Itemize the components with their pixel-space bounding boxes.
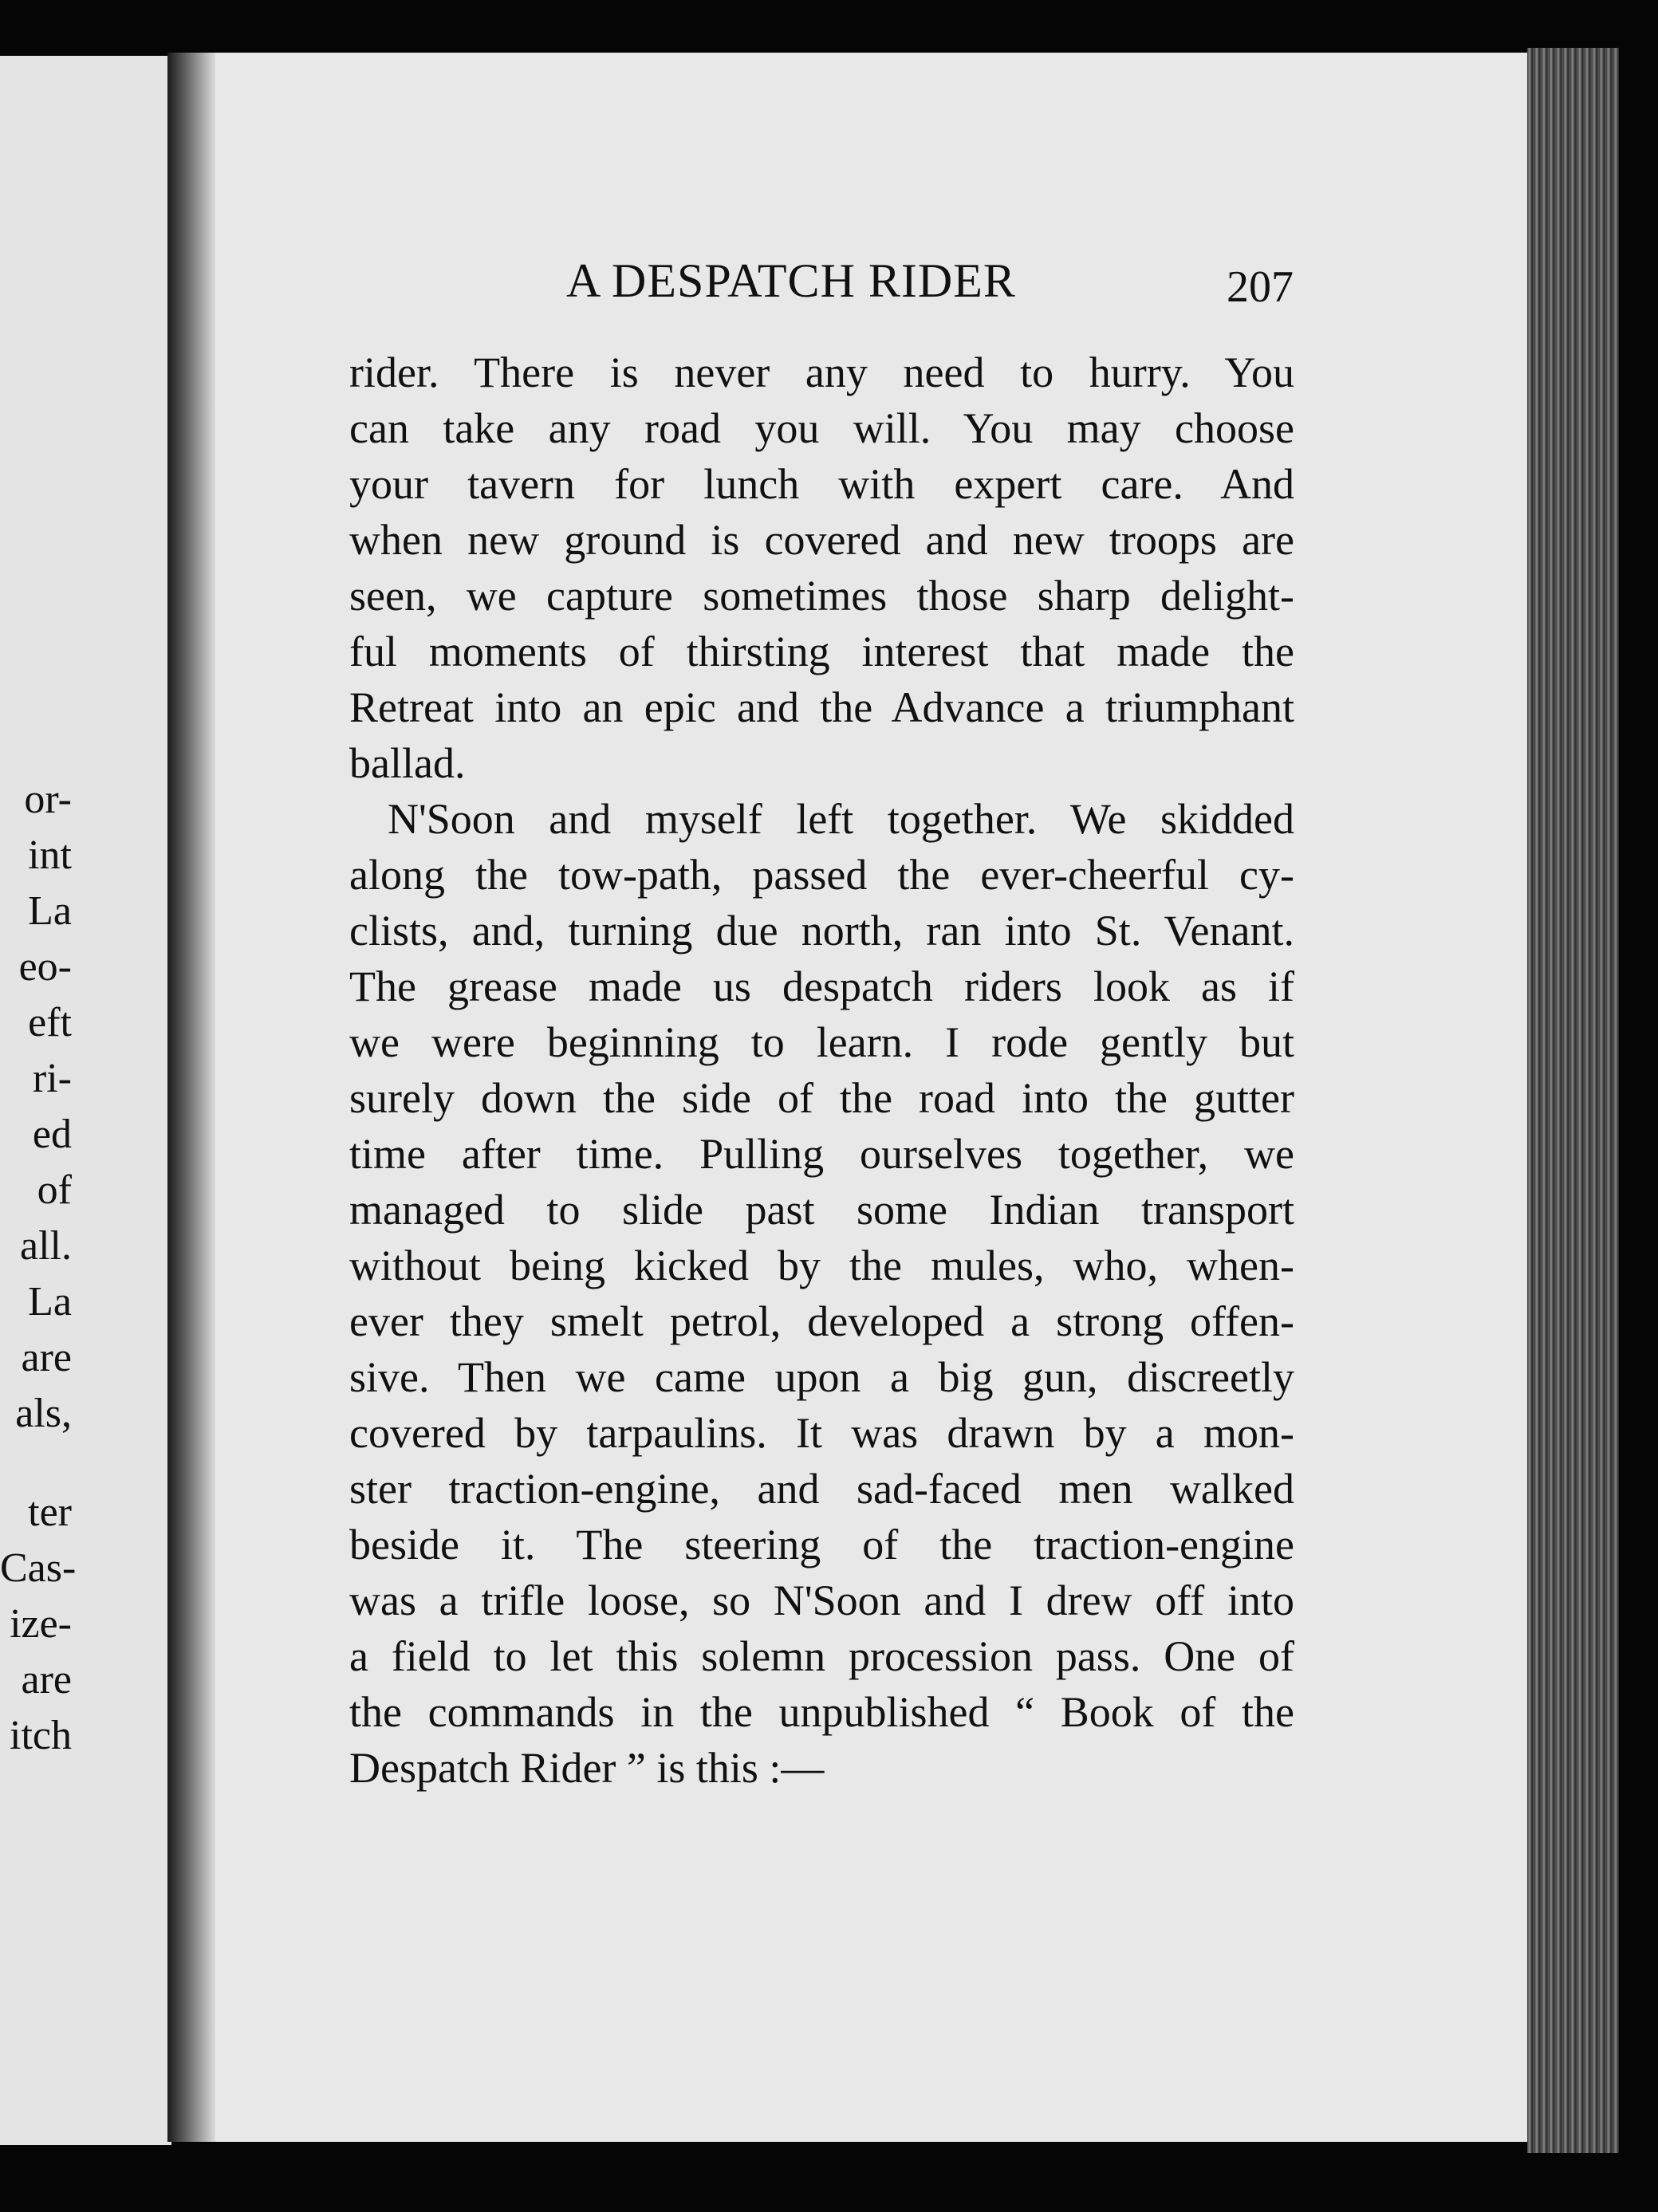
fragment-line: ri- (32, 1056, 72, 1101)
page-number: 207 (1227, 262, 1294, 312)
text-line: we were beginning to learn. I rode gently but (349, 1018, 1294, 1066)
fragment-line: eft (28, 1000, 72, 1045)
text-line: sive. Then we came upon a big gun, discreetly (349, 1353, 1294, 1401)
fragment-line: ize- (10, 1601, 72, 1647)
previous-page-text (0, 772, 77, 1764)
fragment-line: ed (32, 1112, 72, 1157)
fragment-gap (0, 1442, 72, 1485)
text-line: ful moments of thirsting interest that made the (349, 628, 1294, 675)
text-line: managed to slide past some Indian transport (349, 1186, 1294, 1234)
fragment-line: of (37, 1167, 72, 1213)
fragment-line: Cas- (0, 1545, 77, 1591)
text-line: seen, we capture sometimes those sharp delight- (349, 572, 1294, 620)
fragment-line: itch (10, 1713, 72, 1758)
text-line: Despatch Rider ” is this :— (349, 1744, 825, 1792)
text-line: ster traction-engine, and sad-faced men walked (349, 1465, 1294, 1513)
gutter-shadow (167, 53, 215, 2142)
text-line: ballad. (349, 739, 466, 787)
page-edge-stack (1527, 48, 1619, 2153)
text-line: without being kicked by the mules, who, when- (349, 1242, 1294, 1289)
text-line: a field to let this solemn procession pass. One of (349, 1632, 1294, 1680)
text-line: can take any road you will. You may choose (349, 404, 1294, 452)
text-line: time after time. Pulling ourselves together, we (349, 1130, 1294, 1178)
fragment-line: ter (28, 1490, 72, 1535)
fragment-line: int (28, 832, 72, 878)
text-line: covered by tarpaulins. It was drawn by a mon- (349, 1409, 1294, 1457)
text-line: your tavern for lunch with expert care. And (349, 460, 1294, 508)
fragment-line: eo- (18, 944, 72, 990)
fragment-line: are (21, 1657, 72, 1702)
body-text (349, 344, 1294, 1796)
text-line: The grease made us despatch riders look as if (349, 962, 1294, 1010)
text-line: clists, and, turning due north, ran into St. Venant. (349, 907, 1294, 954)
text-line: beside it. The steering of the traction-engine (349, 1521, 1294, 1568)
text-line: Retreat into an epic and the Advance a triumphant (349, 683, 1294, 731)
text-line: N'Soon and myself left together. We skidded (388, 795, 1294, 843)
fragment-line: als, (15, 1391, 72, 1436)
fragment-line: La (28, 888, 72, 934)
fragment-line: all. (20, 1223, 72, 1269)
text-line: rider. There is never any need to hurry. You (349, 348, 1294, 396)
text-line: the commands in the unpublished “ Book of the (349, 1688, 1294, 1736)
fragment-line: are (21, 1335, 72, 1380)
text-line: surely down the side of the road into the gutter (349, 1074, 1294, 1122)
text-line: along the tow-path, passed the ever-cheerful cy- (349, 851, 1294, 899)
fragment-line: La (28, 1279, 72, 1324)
text-line: when new ground is covered and new troops are (349, 516, 1294, 564)
text-line: was a trifle loose, so N'Soon and I drew off into (349, 1576, 1294, 1624)
fragment-line: or- (24, 777, 72, 822)
running-head: A DESPATCH RIDER (566, 254, 1016, 307)
text-line: ever they smelt petrol, developed a strong offen- (349, 1297, 1294, 1345)
